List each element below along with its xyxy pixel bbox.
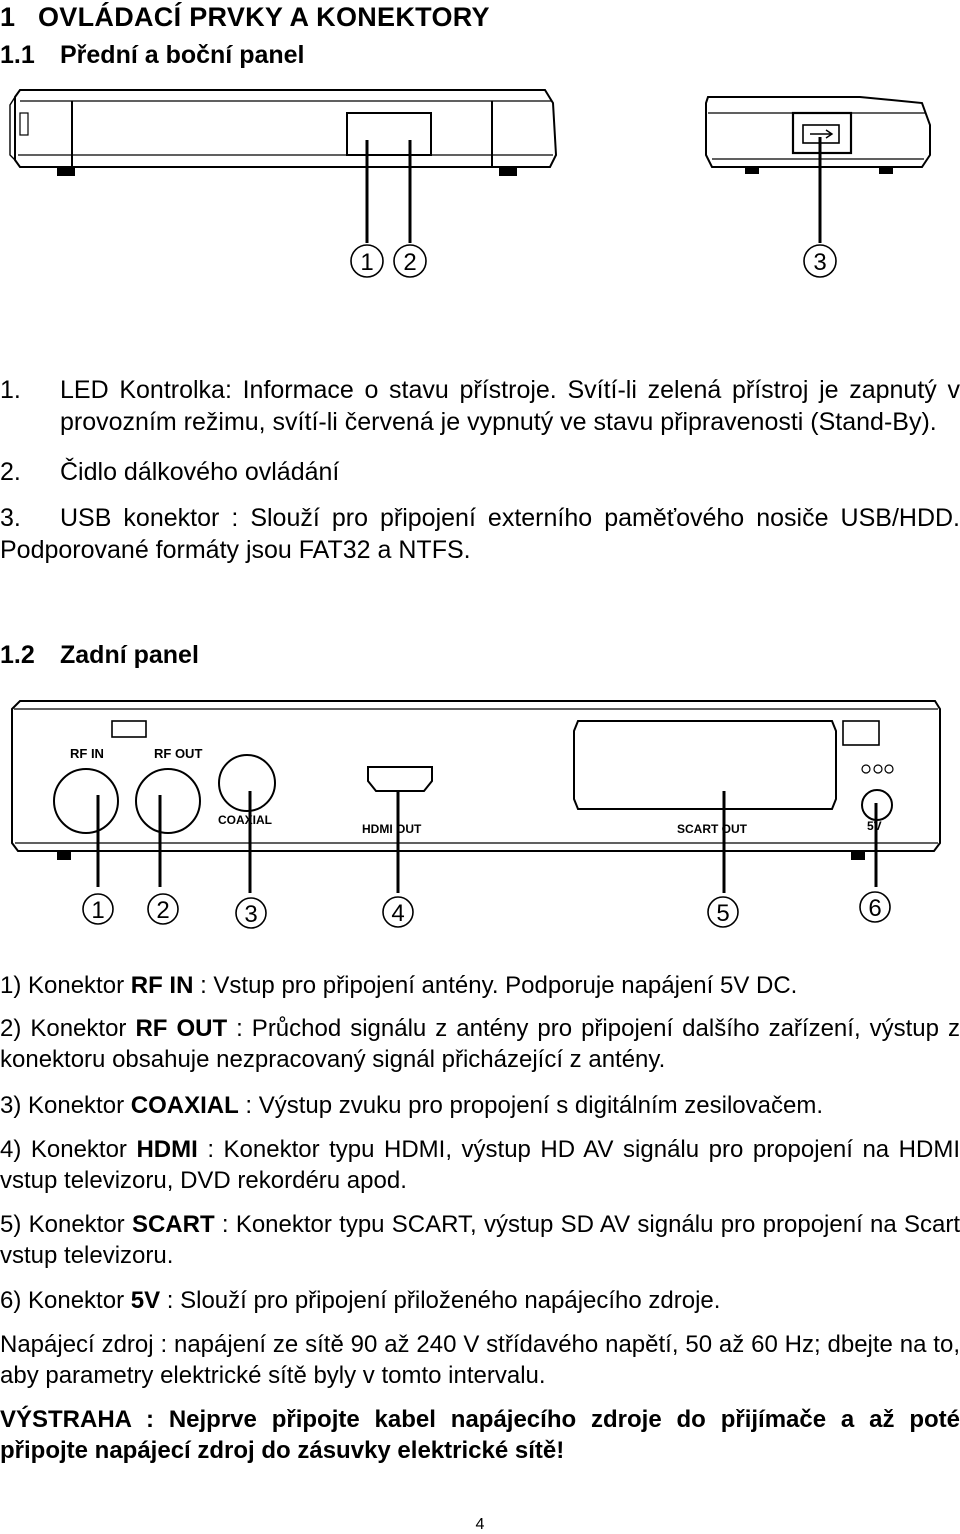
front-list-item-1-number: 1.: [0, 376, 21, 404]
rear-item-5-prefix: 5) Konektor: [0, 1211, 132, 1238]
front-panel-drawing: [10, 90, 556, 175]
front-list: [0, 374, 960, 566]
rear-item-6-prefix: 6) Konektor: [0, 1287, 131, 1314]
rear-list-item-6: [0, 1285, 960, 1316]
front-list-item-1: [0, 374, 960, 438]
front-callout-2-label: 2: [403, 249, 417, 276]
front-list-item-1-text: LED Kontrolka: Informace o stavu přístroje. Svítí-li zelená přístroj je zapnutý v provozním režimu, svítí-li červená je vypnutý ve stavu připravenosti (Stand-By).: [60, 376, 960, 436]
heading-1-1: [0, 41, 305, 70]
rear-item-3-text: : Výstup zvuku pro propojení s digitálním zesilovačem.: [238, 1092, 824, 1119]
rear-item-1-connector: RF IN: [130, 972, 194, 999]
rear-item-1-text: : Vstup pro připojení antény. Podporuje napájení 5V DC.: [193, 972, 798, 999]
front-list-item-3-number: 3.: [0, 504, 21, 532]
front-callout-1: [351, 245, 383, 277]
scart-out-label: SCART OUT: [677, 822, 747, 836]
rear-list-item-5: [0, 1209, 960, 1271]
rear-callout-5: [708, 897, 738, 927]
rear-callout-2: [148, 894, 178, 924]
rear-list-item-1: [0, 970, 960, 1001]
front-callout-1-label: 1: [360, 249, 374, 276]
front-list-item-3-text: USB konektor : Slouží pro připojení externího paměťového nosiče USB/HDD. Podporované formáty jsou FAT32 a NTFS.: [0, 504, 960, 564]
power-5v-label: 5V: [867, 819, 882, 833]
rear-item-1-prefix: 1) Konektor: [0, 972, 131, 999]
front-side-panel-figure: [0, 85, 960, 290]
rear-list-item-2: [0, 1013, 960, 1075]
front-callout-2: [394, 245, 426, 277]
heading-1-number: 1: [0, 2, 16, 32]
rear-item-4-text: : Konektor typu HDMI, výstup HD AV signálu pro propojení na HDMI vstup televizoru, DVD rekordéru apod.: [0, 1136, 960, 1194]
front-callout-3-label: 3: [813, 249, 827, 276]
front-list-item-3: [0, 502, 960, 566]
rear-item-2-prefix: 2) Konektor: [0, 1015, 136, 1042]
rf-in-label: RF IN: [70, 746, 104, 761]
rear-item-2-connector: RF OUT: [135, 1015, 228, 1042]
rear-callout-3: [236, 898, 266, 928]
rear-item-3-prefix: 3) Konektor: [0, 1092, 131, 1119]
rear-callout-4: [383, 897, 413, 927]
heading-1-1-number: 1.1: [0, 41, 35, 69]
rear-panel-figure: [0, 695, 960, 945]
front-list-item-2: [0, 456, 960, 488]
rear-callout-3-label: 3: [244, 901, 258, 928]
rear-item-5-text: : Konektor typu SCART, výstup SD AV signálu pro propojení na Scart vstup televizoru.: [0, 1211, 960, 1269]
front-list-item-2-number: 2.: [0, 458, 21, 486]
rear-item-4-prefix: 4) Konektor: [0, 1136, 137, 1163]
heading-1-2: [0, 641, 199, 670]
heading-1-2-number: 1.2: [0, 641, 35, 669]
rear-item-6-text: : Slouží pro připojení přiloženého napájecího zdroje.: [160, 1287, 721, 1314]
page-number: 4: [475, 1516, 485, 1533]
rear-callout-5-label: 5: [716, 900, 730, 927]
rear-callout-4-label: 4: [391, 900, 405, 927]
rear-callout-2-label: 2: [156, 897, 170, 924]
rear-callout-1: [83, 894, 113, 924]
power-supply-note: Napájecí zdroj : napájení ze sítě 90 až 240 V střídavého napětí, 50 až 60 Hz; dbejte na to, aby parametry elektrické sítě byly v tomto intervalu.: [0, 1331, 960, 1389]
rear-callout-1-label: 1: [91, 897, 105, 924]
warning-note: VÝSTRAHA : Nejprve připojte kabel napájecího zdroje do přijímače a až poté připojte napájecí zdroj do zásuvky elektrické sítě!: [0, 1406, 960, 1464]
heading-1-1-title: Přední a boční panel: [60, 41, 305, 69]
front-list-item-2-text: Čidlo dálkového ovládání: [60, 458, 340, 486]
rear-list-item-4: [0, 1134, 960, 1196]
rear-item-5-connector: SCART: [131, 1211, 215, 1238]
heading-1: [0, 2, 490, 33]
rear-callout-6-label: 6: [868, 895, 882, 922]
rear-item-6-connector: 5V: [130, 1287, 161, 1314]
coaxial-label: COAXIAL: [218, 813, 272, 827]
rear-item-3-connector: COAXIAL: [130, 1092, 239, 1119]
heading-1-title: OVLÁDACÍ PRVKY A KONEKTORY: [38, 2, 490, 32]
hdmi-out-label: HDMI OUT: [362, 822, 422, 836]
rf-out-label: RF OUT: [154, 746, 203, 761]
rear-list: [0, 970, 960, 1466]
side-panel-drawing: [706, 97, 930, 173]
rear-item-2-text: : Průchod signálu z antény pro připojení dalšího zařízení, výstup z konektoru obsahuje nezpracovaný signál přicházející z antény.: [0, 1015, 960, 1073]
heading-1-2-title: Zadní panel: [60, 641, 199, 669]
rear-callout-6: [860, 892, 890, 922]
rear-item-4-connector: HDMI: [136, 1136, 198, 1163]
rear-list-item-3: [0, 1090, 960, 1121]
front-callout-3: [804, 245, 836, 277]
rear-panel-drawing: [12, 701, 940, 859]
